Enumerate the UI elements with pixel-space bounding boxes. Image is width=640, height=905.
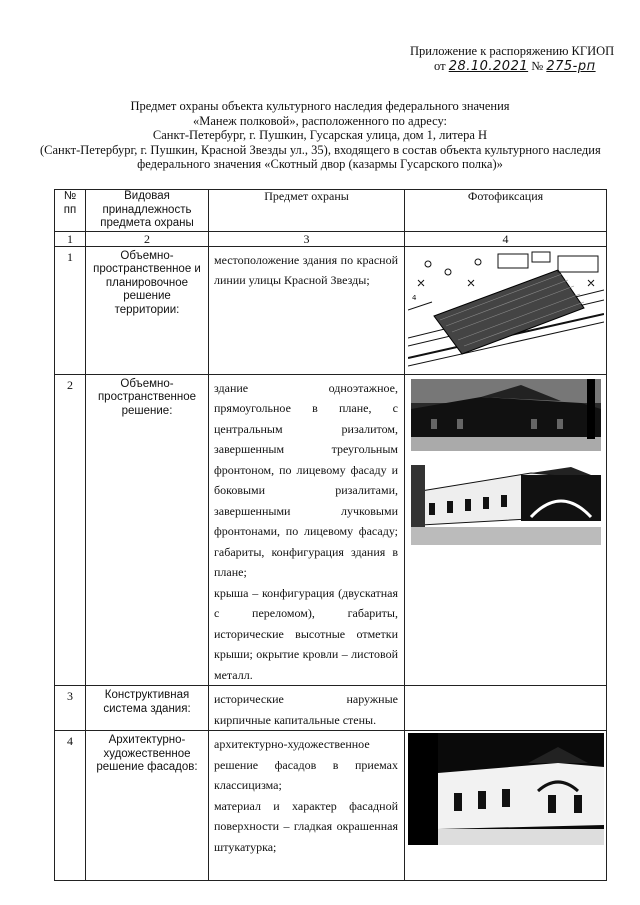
row-number: 3 [55, 686, 86, 731]
table-header-row [55, 190, 607, 232]
row-type: Объемно-пространственное и планировочное решение территории: [86, 246, 209, 374]
header-num: № пп [55, 190, 86, 232]
row-number: 4 [55, 731, 86, 881]
heading-line-3: Санкт-Петербург, г. Пушкин, Гусарская улица, дом 1, литера Н [152, 128, 488, 142]
annex-date: 28.10.2021 [448, 59, 529, 74]
header-photo: Фотофиксация [405, 190, 607, 232]
table-row [55, 246, 607, 374]
index-cell: 1 [55, 231, 86, 246]
annex-block [410, 44, 614, 74]
building-photo-image [411, 379, 601, 451]
heading-line-1: Предмет охраны объекта культурного наследия федерального значения [130, 99, 510, 113]
photo-cell [405, 374, 607, 686]
site-plan-map-image [408, 250, 604, 372]
index-cell: 4 [405, 231, 607, 246]
annex-prefix: от [434, 59, 446, 73]
table-index-row [55, 231, 607, 246]
row-number: 2 [55, 374, 86, 686]
annex-date-line [410, 59, 614, 74]
table-row [55, 374, 607, 686]
header-subject: Предмет охраны [209, 190, 405, 232]
header-type: Видовая принадлежность предмета охраны [86, 190, 209, 232]
row-subject: местоположение здания по красной линии улицы Красной Звезды; [209, 246, 405, 374]
heading-line-4: (Санкт-Петербург, г. Пушкин, Красной Звезды ул., 35), входящего в состав объекта культурного наследия [40, 142, 601, 157]
row-subject [209, 731, 405, 881]
row-subject-part: материал и характер фасадной поверхности – гладкая окрашенная штукатурка; [214, 798, 398, 854]
photo-cell [405, 731, 607, 881]
row-type: Архитектурно-художественное решение фасадов: [86, 731, 209, 881]
row-number: 1 [55, 246, 86, 374]
facade-photo-image [408, 733, 604, 845]
protection-subject-table [54, 189, 607, 881]
heading-line-2: «Манеж полковой», расположенного по адресу: [192, 113, 448, 128]
annex-num-sign: № [531, 59, 544, 73]
row-subject-part: здание одноэтажное, прямоугольное в плане, с центральным ризалитом, завершенным треугольным фронтоном, по лицевому фасаду и боковыми ризалитами, завершенными лучковыми фронтонами, по лицевому фасаду; габариты, конфигурация здания в плане; [214, 380, 398, 579]
row-type: Конструктивная система здания: [86, 686, 209, 731]
annex-title: Приложение к распоряжению КГИОП [410, 44, 615, 58]
index-cell: 3 [209, 231, 405, 246]
heading-line-5: федерального значения «Скотный двор (казармы Гусарского полка)» [137, 157, 503, 171]
document-heading [40, 99, 600, 172]
row-subject-part: архитектурно-художественное решение фасадов в приемах классицизма; [214, 737, 398, 792]
building-photo-image [411, 465, 601, 545]
photo-cell [405, 686, 607, 731]
row-subject: исторические наружные кирпичные капитальные стены. [209, 686, 405, 731]
row-subject [209, 374, 405, 686]
row-type: Объемно-пространственное решение: [86, 374, 209, 686]
photo-cell [405, 246, 607, 374]
table-row [55, 731, 607, 881]
table-row [55, 686, 607, 731]
index-cell: 2 [86, 231, 209, 246]
row-subject-part: крыша – конфигурация (двускатная с переломом), габариты, исторические высотные отметки крыши; окрытие кровли – листовой металл. [214, 585, 398, 682]
annex-number: 275-рп [546, 59, 596, 74]
svg-text:4: 4 [411, 293, 416, 302]
